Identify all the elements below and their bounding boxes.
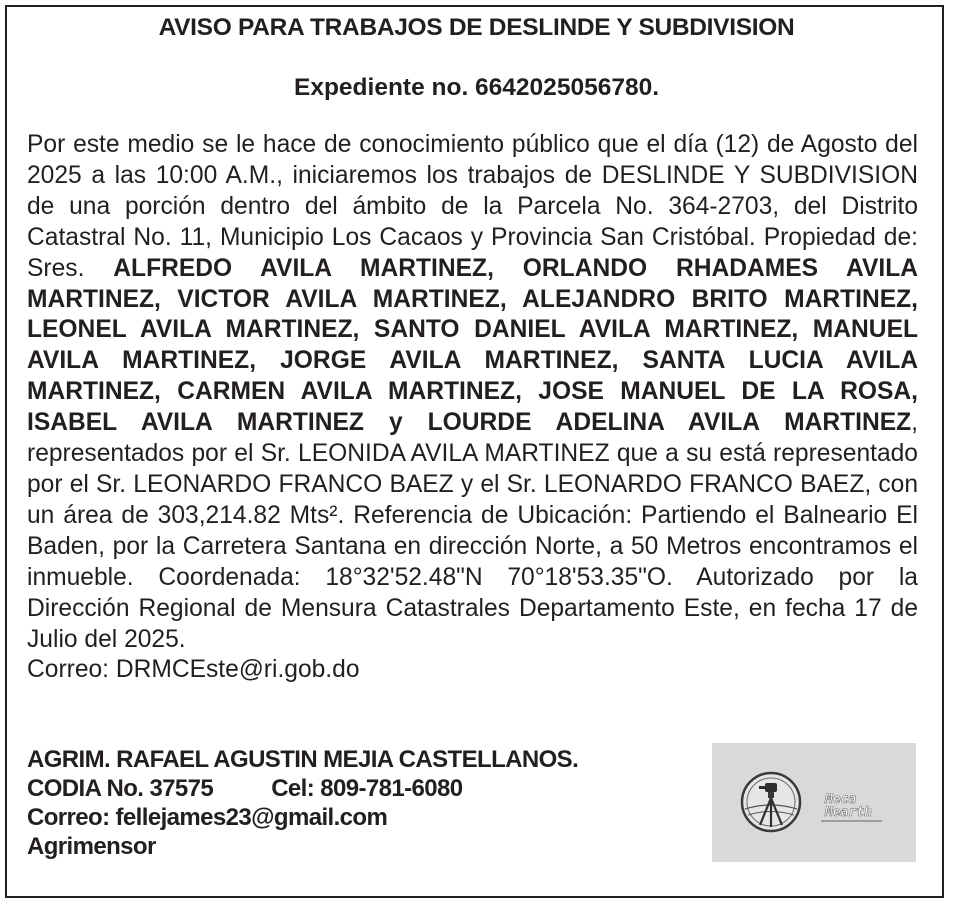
surveyor-name: AGRIM. RAFAEL AGUSTIN MEJIA CASTELLANOS. [27,746,579,773]
codia-line [27,774,578,803]
surveyor-email: Correo: fellejames23@gmail.com [27,804,388,831]
company-logo [712,743,916,862]
signature-block [27,745,578,861]
logo-text-line2: Mearth [825,805,872,820]
notice-title: AVISO PARA TRABAJOS DE DESLINDE Y SUBDIVISION [158,14,795,41]
body-intro: Por este medio se le hace de conocimiento público que el día (12) de Agosto del 2025 a las 10:00 A.M., iniciaremos los trabajos de DESLINDE Y SUBDIVISION de una porción dentro del ámbito de la Parcela No. 364-2703, del Distrito Catastral No. 11, Municipio Los Cacaos y Provincia San Cristóbal. Propiedad de: Sres. [27,131,918,282]
surveyor-role: Agrimensor [27,833,156,860]
body-rest: , representados por el Sr. LEONIDA AVILA MARTINEZ que a su está representado por el Sr. LEONARDO FRANCO BAEZ y el Sr. LEONARDO FRANCO BAEZ, con un área de 303,214.82 Mts². Referencia de Ubicación: Partiendo el Balneario El Baden, por la Carretera Santana en dirección Norte, a 50 Metros encontramos el inmueble. Coordenada: 18°32'52.48"N 70°18'53.35"O. Autorizado por la Dirección Regional de Mensura Catastrales Departamento Este, en fecha 17 de Julio del 2025. [27,409,918,653]
notice-body [27,130,918,686]
codia-number: CODIA No. 37575 [27,775,214,802]
owners-list: ALFREDO AVILA MARTINEZ, ORLANDO RHADAMES AVILA MARTINEZ, VICTOR AVILA MARTINEZ, ALEJANDRO BRITO MARTINEZ, LEONEL AVILA MARTINEZ, SANTO DANIEL AVILA MARTINEZ, MANUEL AVILA MARTINEZ, JORGE AVILA MARTINEZ, SANTA LUCIA AVILA MARTINEZ, CARMEN AVILA MARTINEZ, JOSE MANUEL DE LA ROSA, ISABEL AVILA MARTINEZ y LOURDE ADELINA AVILA MARTINEZ [27,254,918,437]
logo-text-line1: Meca [825,792,857,807]
contact-email: Correo: DRMCEste@ri.gob.do [27,656,360,684]
expediente-number: Expediente no. 6642025056780. [294,74,659,101]
cel-number: Cel: 809-781-6080 [271,775,463,802]
surveyor-theodolite-icon [712,743,916,862]
